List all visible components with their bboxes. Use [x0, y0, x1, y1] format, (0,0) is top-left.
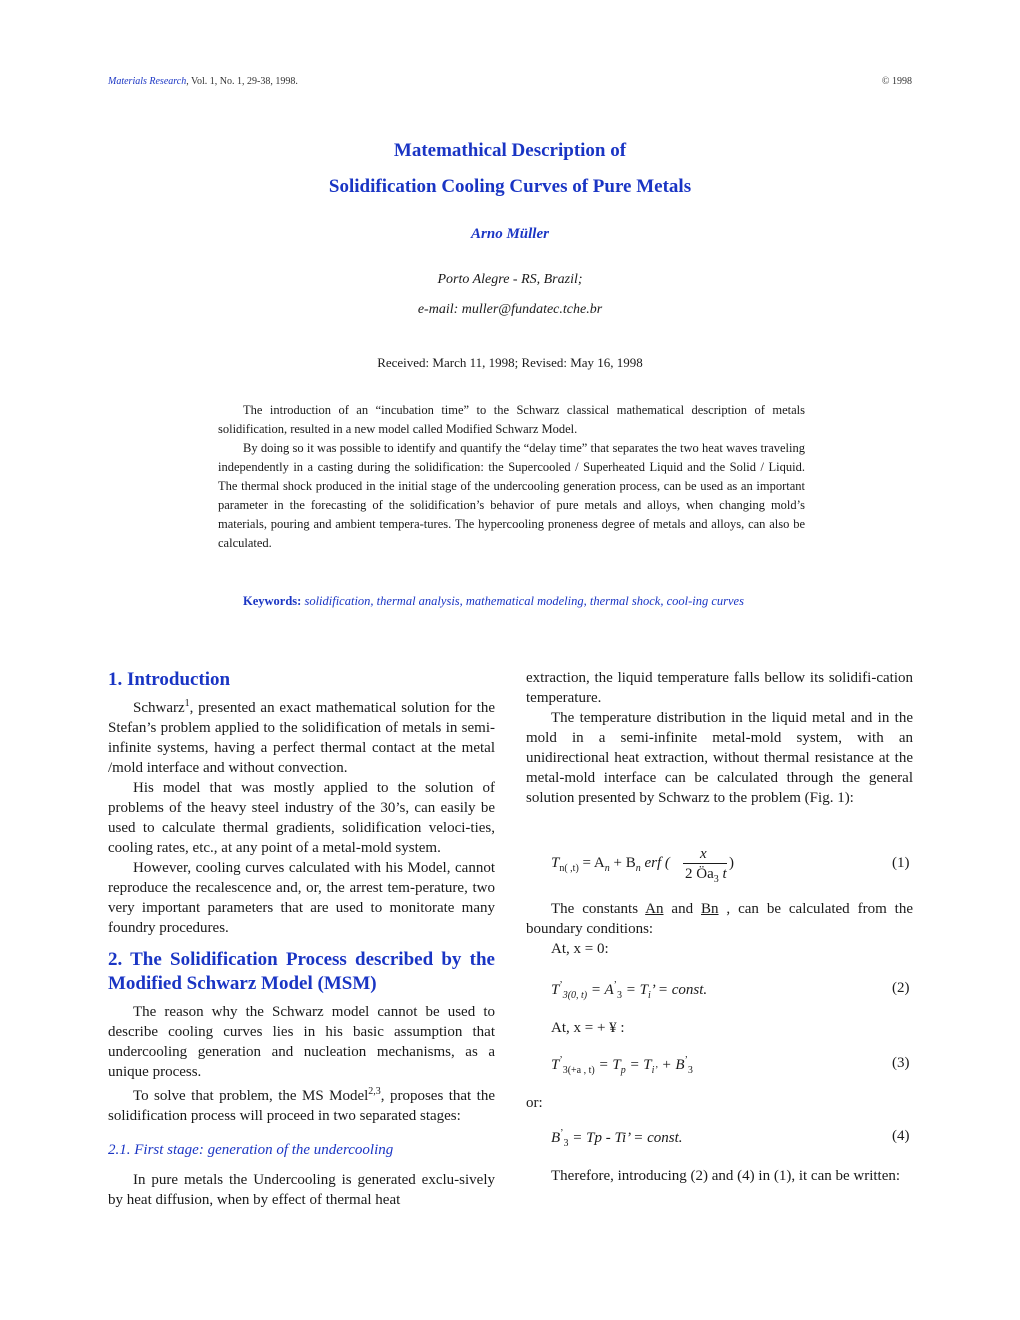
constants-paragraph: The constants An and Bn , can be calculated from the boundary conditions: — [526, 901, 913, 937]
keywords-label: Keywords: — [243, 594, 302, 608]
subsection-2-1-heading: 2.1. First stage: generation of the undercooling — [108, 1142, 394, 1158]
equation-1-denominator: 2 $Öa_3$ t — [685, 866, 727, 885]
equation-2: $T^’_{3(0, t)} = A^’_3 = T_i$’ = const. — [551, 980, 708, 1001]
right-paragraph-1: extraction, the liquid temperature falls bellow its solidifi-cation temperature. — [526, 670, 913, 706]
intro-paragraph-2: His model that was mostly applied to the solution of problems of the heavy steel industry of the 30’s, can easily be used to calculate thermal gradients, solidification veloci-ties, cooling rates, etc., at any point of a metal-mold system. — [108, 780, 495, 856]
final-paragraph: Therefore, introducing (2) and (4) in (1), it can be written: — [551, 1168, 901, 1184]
section-2-heading: 2. The Solidification Process described by the Modified Schwarz Model (MSM) — [108, 949, 495, 994]
equation-3: $T^’_{3(+a , t)} = T_p = T_{i’} + B^’_3$ — [551, 1055, 693, 1076]
right-column-text-1 — [526, 668, 913, 808]
boundary-condition-2: At, x = + ¥ : — [551, 1020, 625, 1036]
equation-1-close-paren: ) — [729, 855, 734, 871]
section-2-paragraph-2: To solve that problem, the MS Model$^{2,3}$, proposes that the solidification process will proceed in two separated stages: — [108, 1086, 495, 1124]
received-dates: Received: March 11, 1998; Revised: May 16, 1998 — [377, 355, 643, 370]
section-2-paragraph-1: The reason why the Schwarz model cannot be used to describe cooling curves lies in his basic assumption that undercooling generation and nucleation mechanisms, as a unique process. — [108, 1004, 495, 1080]
equation-3-number: (3) — [892, 1055, 910, 1071]
equation-1: $T_{n( ,t)} = A_n + B_n$ erf ( — [551, 855, 670, 874]
running-header — [108, 76, 298, 87]
copyright: © 1998 — [881, 76, 912, 87]
equation-1-numerator: x — [700, 846, 707, 862]
equation-1-fraction-bar — [683, 863, 727, 864]
right-column-text-3 — [526, 1166, 913, 1186]
equation-2-number: (2) — [892, 980, 910, 996]
title-line-1: Matemathical Description of — [393, 140, 627, 161]
keywords — [218, 592, 805, 611]
intro-paragraph-1: Schwarz$^1$, presented an exact mathematical solution for the Stefan’s problem applied to the solidification of metals in semi-infinite systems, having a perfect thermal contact at the metal /mold interface and without convection. — [108, 698, 495, 776]
keywords-text: solidification, thermal analysis, mathematical modeling, thermal shock, cool-ing curves — [301, 594, 744, 608]
abstract-paragraph-2: By doing so it was possible to identify and quantify the “delay time” that separates the two heat waves traveling independently in a casting during the solidification: the Supercooled / Superheated Liquid and the Solid / Liquid. The thermal shock produced in the initial stage of the undercooling generation process, can be used as an important parameter in the forecasting of the solidification’s behavior of pure metals and alloys, when changing mold’s materials, pouring and ambient tempera-tures. The hypercooling proneness degree of metals and alloys, can also be calculated. — [218, 441, 805, 550]
affiliation-location: Porto Alegre - RS, Brazil; — [437, 272, 583, 287]
abstract-paragraph-1: The introduction of an “incubation time” to the Schwarz classical mathematical description of metals solidification, resulted in a new model called Modified Schwarz Model. — [218, 403, 805, 436]
equation-4-number: (4) — [892, 1128, 910, 1144]
boundary-condition-1: At, x = 0: — [551, 941, 609, 957]
or-label: or: — [526, 1095, 543, 1111]
affiliation-email: e-mail: muller@fundatec.tche.br — [417, 302, 603, 317]
right-paragraph-2: The temperature distribution in the liquid metal and in the mold in a semi-infinite metal-mold system, with an unidirectional heat extraction, without thermal resistance at the metal-mold interface can be calculated through the general solution presented by Schwarz to the problem (Fig. 1): — [526, 710, 913, 806]
left-column — [108, 668, 495, 1210]
author: Arno Müller — [471, 226, 549, 242]
equation-4: $B^’_3 = Tp - Ti$’ = const. — [551, 1128, 683, 1149]
title-line-2: Solidification Cooling Curves of Pure Metals — [328, 176, 692, 197]
section-1-heading: 1. Introduction — [108, 669, 231, 690]
abstract — [218, 401, 805, 553]
journal-name: Materials Research — [108, 76, 187, 87]
equation-1-number: (1) — [892, 855, 910, 871]
subsection-2-1-paragraph-1: In pure metals the Undercooling is generated exclu-sively by heat diffusion, when by effect of thermal heat — [108, 1172, 495, 1208]
right-column-text-2 — [526, 899, 913, 959]
intro-paragraph-3: However, cooling curves calculated with his Model, cannot reproduce the recalescence and, or, the arrest tem-perature, two very important parameters that are used to monitorate many foundry procedures. — [108, 860, 495, 936]
citation: , Vol. 1, No. 1, 29-38, 1998. — [186, 76, 298, 87]
